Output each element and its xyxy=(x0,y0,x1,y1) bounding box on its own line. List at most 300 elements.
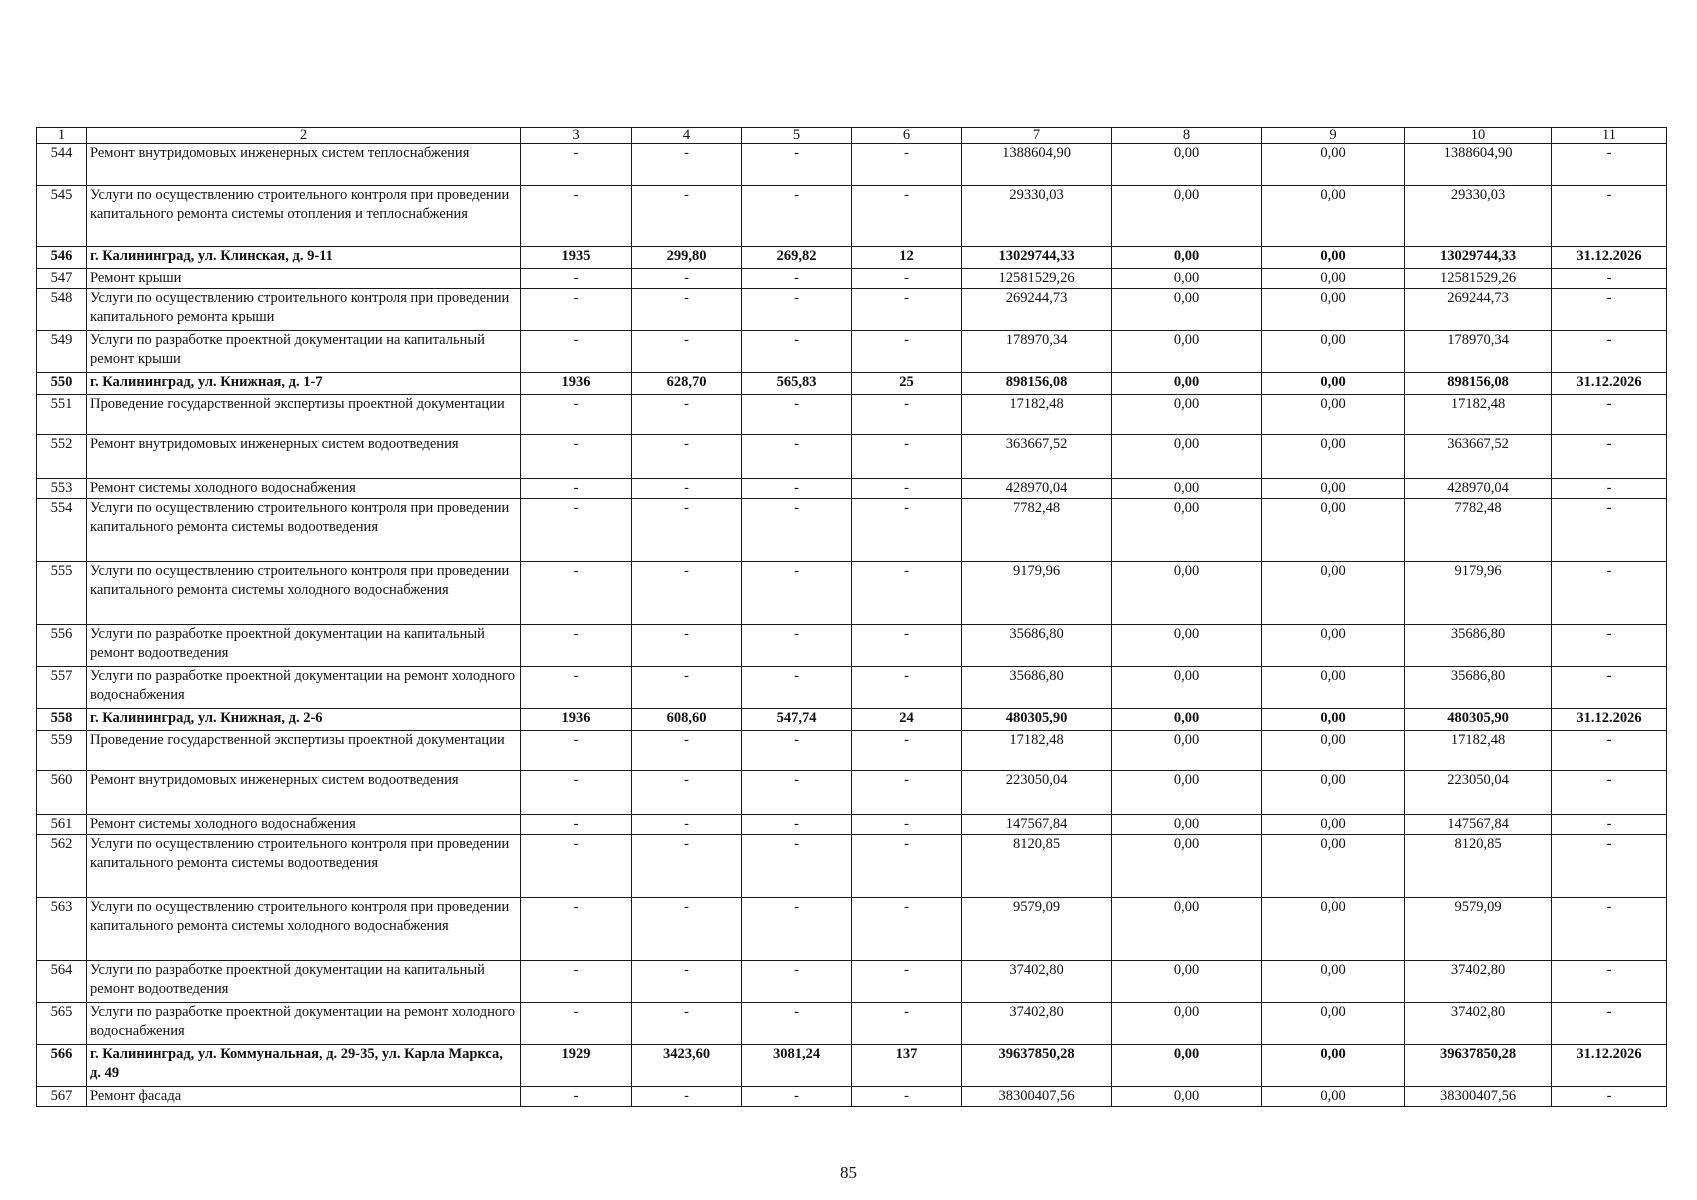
total-area: - xyxy=(632,331,742,373)
living-area: - xyxy=(742,331,852,373)
living-area: - xyxy=(742,499,852,562)
cost-col-10: 8120,85 xyxy=(1405,835,1552,898)
cost-col-9: 0,00 xyxy=(1262,625,1405,667)
total-cost: 898156,08 xyxy=(962,373,1112,395)
table-row xyxy=(37,961,1667,1003)
column-number-2: 2 xyxy=(87,128,521,144)
item-name: Услуги по разработке проектной документации на капитальный ремонт водоотведения xyxy=(87,625,521,667)
total-area: - xyxy=(632,186,742,247)
total-area: 628,70 xyxy=(632,373,742,395)
completion-date: - xyxy=(1552,289,1667,331)
table-row xyxy=(37,144,1667,186)
item-name: Услуги по осуществлению строительного контроля при проведении капитального ремонта системы холодного водоснабжения xyxy=(87,898,521,961)
table-row xyxy=(37,731,1667,771)
cost-col-8: 0,00 xyxy=(1112,289,1262,331)
total-area: - xyxy=(632,731,742,771)
item-name: Проведение государственной экспертизы проектной документации xyxy=(87,731,521,771)
page-number: 85 xyxy=(840,1163,857,1182)
table-row xyxy=(37,269,1667,289)
cost-col-10: 9579,09 xyxy=(1405,898,1552,961)
completion-date: - xyxy=(1552,562,1667,625)
living-area: - xyxy=(742,771,852,815)
cost-col-8: 0,00 xyxy=(1112,1087,1262,1107)
column-number-8: 8 xyxy=(1112,128,1262,144)
cost-col-8: 0,00 xyxy=(1112,562,1262,625)
column-number-4: 4 xyxy=(632,128,742,144)
cost-col-8: 0,00 xyxy=(1112,499,1262,562)
table-row xyxy=(37,395,1667,435)
cost-col-8: 0,00 xyxy=(1112,771,1262,815)
cost-col-9: 0,00 xyxy=(1262,562,1405,625)
build-year: - xyxy=(521,1003,632,1045)
table-row xyxy=(37,373,1667,395)
item-name: Услуги по осуществлению строительного контроля при проведении капитального ремонта системы водоотведения xyxy=(87,835,521,898)
row-number: 551 xyxy=(37,395,87,435)
living-area: 547,74 xyxy=(742,709,852,731)
table-row xyxy=(37,499,1667,562)
total-area: 608,60 xyxy=(632,709,742,731)
item-name: г. Калининград, ул. Коммунальная, д. 29-35, ул. Карла Маркса, д. 49 xyxy=(87,1045,521,1087)
item-name: Услуги по разработке проектной документации на капитальный ремонт водоотведения xyxy=(87,961,521,1003)
total-area: - xyxy=(632,1003,742,1045)
row-number: 550 xyxy=(37,373,87,395)
total-area: - xyxy=(632,144,742,186)
cost-col-9: 0,00 xyxy=(1262,435,1405,479)
total-cost: 428970,04 xyxy=(962,479,1112,499)
cost-col-10: 38300407,56 xyxy=(1405,1087,1552,1107)
total-area: - xyxy=(632,1087,742,1107)
total-cost: 38300407,56 xyxy=(962,1087,1112,1107)
cost-col-8: 0,00 xyxy=(1112,144,1262,186)
cost-col-8: 0,00 xyxy=(1112,898,1262,961)
build-year: - xyxy=(521,331,632,373)
build-year: - xyxy=(521,186,632,247)
cost-col-10: 17182,48 xyxy=(1405,731,1552,771)
cost-col-9: 0,00 xyxy=(1262,289,1405,331)
item-name: Ремонт внутридомовых инженерных систем водоотведения xyxy=(87,771,521,815)
residents: - xyxy=(852,435,962,479)
residents: 25 xyxy=(852,373,962,395)
total-cost: 178970,34 xyxy=(962,331,1112,373)
row-number: 544 xyxy=(37,144,87,186)
total-cost: 39637850,28 xyxy=(962,1045,1112,1087)
cost-col-8: 0,00 xyxy=(1112,247,1262,269)
table-row xyxy=(37,562,1667,625)
completion-date: - xyxy=(1552,667,1667,709)
cost-col-10: 37402,80 xyxy=(1405,1003,1552,1045)
item-name: г. Калининград, ул. Книжная, д. 1-7 xyxy=(87,373,521,395)
cost-col-8: 0,00 xyxy=(1112,709,1262,731)
capital-repair-table xyxy=(36,127,1667,1107)
total-area: - xyxy=(632,435,742,479)
row-number: 545 xyxy=(37,186,87,247)
living-area: - xyxy=(742,289,852,331)
build-year: - xyxy=(521,771,632,815)
cost-col-10: 17182,48 xyxy=(1405,395,1552,435)
residents: - xyxy=(852,835,962,898)
cost-col-10: 178970,34 xyxy=(1405,331,1552,373)
completion-date: - xyxy=(1552,186,1667,247)
total-cost: 9179,96 xyxy=(962,562,1112,625)
table-body xyxy=(37,144,1667,1107)
living-area: - xyxy=(742,395,852,435)
cost-col-8: 0,00 xyxy=(1112,815,1262,835)
total-cost: 480305,90 xyxy=(962,709,1112,731)
item-name: Ремонт системы холодного водоснабжения xyxy=(87,479,521,499)
row-number: 563 xyxy=(37,898,87,961)
cost-col-10: 363667,52 xyxy=(1405,435,1552,479)
residents: - xyxy=(852,331,962,373)
residents: - xyxy=(852,731,962,771)
total-area: - xyxy=(632,961,742,1003)
cost-col-9: 0,00 xyxy=(1262,709,1405,731)
cost-col-10: 1388604,90 xyxy=(1405,144,1552,186)
completion-date: 31.12.2026 xyxy=(1552,247,1667,269)
item-name: Проведение государственной экспертизы проектной документации xyxy=(87,395,521,435)
residents: 24 xyxy=(852,709,962,731)
cost-col-10: 9179,96 xyxy=(1405,562,1552,625)
residents: - xyxy=(852,961,962,1003)
column-number-7: 7 xyxy=(962,128,1112,144)
cost-col-8: 0,00 xyxy=(1112,731,1262,771)
completion-date: - xyxy=(1552,898,1667,961)
living-area: - xyxy=(742,562,852,625)
cost-col-8: 0,00 xyxy=(1112,435,1262,479)
residents: - xyxy=(852,499,962,562)
total-cost: 9579,09 xyxy=(962,898,1112,961)
total-cost: 37402,80 xyxy=(962,1003,1112,1045)
completion-date: - xyxy=(1552,771,1667,815)
build-year: - xyxy=(521,499,632,562)
cost-col-9: 0,00 xyxy=(1262,1087,1405,1107)
column-number-3: 3 xyxy=(521,128,632,144)
build-year: - xyxy=(521,961,632,1003)
item-name: Ремонт крыши xyxy=(87,269,521,289)
cost-col-8: 0,00 xyxy=(1112,373,1262,395)
total-cost: 7782,48 xyxy=(962,499,1112,562)
row-number: 546 xyxy=(37,247,87,269)
cost-col-10: 13029744,33 xyxy=(1405,247,1552,269)
cost-col-9: 0,00 xyxy=(1262,1003,1405,1045)
item-name: Услуги по осуществлению строительного контроля при проведении капитального ремонта системы отопления и теплоснабжения xyxy=(87,186,521,247)
item-name: г. Калининград, ул. Клинская, д. 9-11 xyxy=(87,247,521,269)
living-area: - xyxy=(742,898,852,961)
total-area: - xyxy=(632,479,742,499)
cost-col-10: 898156,08 xyxy=(1405,373,1552,395)
total-cost: 363667,52 xyxy=(962,435,1112,479)
residents: - xyxy=(852,771,962,815)
completion-date: - xyxy=(1552,625,1667,667)
table-row xyxy=(37,1003,1667,1045)
row-number: 553 xyxy=(37,479,87,499)
living-area: 565,83 xyxy=(742,373,852,395)
item-name: г. Калининград, ул. Книжная, д. 2-6 xyxy=(87,709,521,731)
build-year: - xyxy=(521,898,632,961)
completion-date: 31.12.2026 xyxy=(1552,373,1667,395)
item-name: Ремонт системы холодного водоснабжения xyxy=(87,815,521,835)
residents: - xyxy=(852,395,962,435)
cost-col-9: 0,00 xyxy=(1262,835,1405,898)
item-name: Ремонт внутридомовых инженерных систем теплоснабжения xyxy=(87,144,521,186)
table-row xyxy=(37,479,1667,499)
row-number: 547 xyxy=(37,269,87,289)
residents: - xyxy=(852,289,962,331)
total-cost: 269244,73 xyxy=(962,289,1112,331)
row-number: 564 xyxy=(37,961,87,1003)
table-row xyxy=(37,898,1667,961)
completion-date: - xyxy=(1552,479,1667,499)
total-area: - xyxy=(632,771,742,815)
build-year: - xyxy=(521,435,632,479)
cost-col-8: 0,00 xyxy=(1112,1045,1262,1087)
living-area: - xyxy=(742,269,852,289)
row-number: 552 xyxy=(37,435,87,479)
total-cost: 17182,48 xyxy=(962,395,1112,435)
cost-col-9: 0,00 xyxy=(1262,373,1405,395)
total-cost: 1388604,90 xyxy=(962,144,1112,186)
total-cost: 147567,84 xyxy=(962,815,1112,835)
cost-col-10: 147567,84 xyxy=(1405,815,1552,835)
row-number: 548 xyxy=(37,289,87,331)
cost-col-8: 0,00 xyxy=(1112,835,1262,898)
completion-date: - xyxy=(1552,144,1667,186)
residents: - xyxy=(852,1087,962,1107)
build-year: 1935 xyxy=(521,247,632,269)
table-row xyxy=(37,247,1667,269)
cost-col-10: 37402,80 xyxy=(1405,961,1552,1003)
build-year: - xyxy=(521,731,632,771)
completion-date: - xyxy=(1552,435,1667,479)
column-number-11: 11 xyxy=(1552,128,1667,144)
total-area: 3423,60 xyxy=(632,1045,742,1087)
total-area: - xyxy=(632,562,742,625)
cost-col-8: 0,00 xyxy=(1112,269,1262,289)
living-area: - xyxy=(742,479,852,499)
cost-col-9: 0,00 xyxy=(1262,771,1405,815)
row-number: 565 xyxy=(37,1003,87,1045)
living-area: 3081,24 xyxy=(742,1045,852,1087)
completion-date: - xyxy=(1552,731,1667,771)
total-area: - xyxy=(632,898,742,961)
row-number: 566 xyxy=(37,1045,87,1087)
residents: - xyxy=(852,479,962,499)
item-name: Услуги по осуществлению строительного контроля при проведении капитального ремонта системы холодного водоснабжения xyxy=(87,562,521,625)
cost-col-9: 0,00 xyxy=(1262,499,1405,562)
cost-col-10: 480305,90 xyxy=(1405,709,1552,731)
cost-col-8: 0,00 xyxy=(1112,395,1262,435)
table-row xyxy=(37,709,1667,731)
item-name: Ремонт внутридомовых инженерных систем водоотведения xyxy=(87,435,521,479)
column-number-row xyxy=(37,128,1667,144)
living-area: - xyxy=(742,625,852,667)
cost-col-9: 0,00 xyxy=(1262,186,1405,247)
residents: - xyxy=(852,667,962,709)
residents: - xyxy=(852,562,962,625)
completion-date: - xyxy=(1552,331,1667,373)
completion-date: - xyxy=(1552,395,1667,435)
total-area: - xyxy=(632,499,742,562)
item-name: Ремонт фасада xyxy=(87,1087,521,1107)
total-cost: 8120,85 xyxy=(962,835,1112,898)
cost-col-8: 0,00 xyxy=(1112,331,1262,373)
cost-col-9: 0,00 xyxy=(1262,667,1405,709)
total-area: - xyxy=(632,835,742,898)
residents: - xyxy=(852,1003,962,1045)
row-number: 560 xyxy=(37,771,87,815)
cost-col-10: 39637850,28 xyxy=(1405,1045,1552,1087)
row-number: 558 xyxy=(37,709,87,731)
item-name: Услуги по разработке проектной документации на капитальный ремонт крыши xyxy=(87,331,521,373)
total-area: - xyxy=(632,667,742,709)
item-name: Услуги по осуществлению строительного контроля при проведении капитального ремонта крыши xyxy=(87,289,521,331)
table-row xyxy=(37,331,1667,373)
cost-col-9: 0,00 xyxy=(1262,815,1405,835)
cost-col-8: 0,00 xyxy=(1112,479,1262,499)
living-area: - xyxy=(742,1087,852,1107)
residents: 12 xyxy=(852,247,962,269)
cost-col-9: 0,00 xyxy=(1262,731,1405,771)
cost-col-10: 223050,04 xyxy=(1405,771,1552,815)
cost-col-10: 7782,48 xyxy=(1405,499,1552,562)
build-year: 1936 xyxy=(521,373,632,395)
row-number: 556 xyxy=(37,625,87,667)
cost-col-10: 428970,04 xyxy=(1405,479,1552,499)
completion-date: - xyxy=(1552,1003,1667,1045)
row-number: 554 xyxy=(37,499,87,562)
total-area: - xyxy=(632,269,742,289)
row-number: 562 xyxy=(37,835,87,898)
living-area: - xyxy=(742,835,852,898)
living-area: 269,82 xyxy=(742,247,852,269)
living-area: - xyxy=(742,961,852,1003)
cost-col-10: 35686,80 xyxy=(1405,625,1552,667)
living-area: - xyxy=(742,815,852,835)
cost-col-10: 35686,80 xyxy=(1405,667,1552,709)
row-number: 567 xyxy=(37,1087,87,1107)
cost-col-10: 269244,73 xyxy=(1405,289,1552,331)
total-cost: 35686,80 xyxy=(962,625,1112,667)
residents: 137 xyxy=(852,1045,962,1087)
build-year: - xyxy=(521,269,632,289)
table-row xyxy=(37,835,1667,898)
build-year: - xyxy=(521,835,632,898)
total-area: 299,80 xyxy=(632,247,742,269)
total-cost: 35686,80 xyxy=(962,667,1112,709)
table-row xyxy=(37,771,1667,815)
completion-date: - xyxy=(1552,961,1667,1003)
living-area: - xyxy=(742,186,852,247)
build-year: - xyxy=(521,667,632,709)
build-year: - xyxy=(521,479,632,499)
cost-col-9: 0,00 xyxy=(1262,144,1405,186)
residents: - xyxy=(852,625,962,667)
column-number-6: 6 xyxy=(852,128,962,144)
total-area: - xyxy=(632,395,742,435)
total-area: - xyxy=(632,815,742,835)
cost-col-9: 0,00 xyxy=(1262,898,1405,961)
total-area: - xyxy=(632,625,742,667)
cost-col-9: 0,00 xyxy=(1262,395,1405,435)
column-number-1: 1 xyxy=(37,128,87,144)
build-year: - xyxy=(521,815,632,835)
build-year: - xyxy=(521,625,632,667)
living-area: - xyxy=(742,667,852,709)
table-row xyxy=(37,289,1667,331)
table-row xyxy=(37,625,1667,667)
column-number-5: 5 xyxy=(742,128,852,144)
cost-col-8: 0,00 xyxy=(1112,667,1262,709)
table-row xyxy=(37,1045,1667,1087)
completion-date: - xyxy=(1552,1087,1667,1107)
table-row xyxy=(37,815,1667,835)
column-number-10: 10 xyxy=(1405,128,1552,144)
completion-date: 31.12.2026 xyxy=(1552,709,1667,731)
living-area: - xyxy=(742,731,852,771)
completion-date: - xyxy=(1552,815,1667,835)
cost-col-8: 0,00 xyxy=(1112,625,1262,667)
build-year: - xyxy=(521,144,632,186)
living-area: - xyxy=(742,435,852,479)
cost-col-8: 0,00 xyxy=(1112,186,1262,247)
table-row xyxy=(37,1087,1667,1107)
total-cost: 12581529,26 xyxy=(962,269,1112,289)
build-year: - xyxy=(521,1087,632,1107)
row-number: 561 xyxy=(37,815,87,835)
build-year: 1936 xyxy=(521,709,632,731)
total-cost: 17182,48 xyxy=(962,731,1112,771)
cost-col-9: 0,00 xyxy=(1262,961,1405,1003)
residents: - xyxy=(852,186,962,247)
table-row xyxy=(37,667,1667,709)
item-name: Услуги по осуществлению строительного контроля при проведении капитального ремонта системы водоотведения xyxy=(87,499,521,562)
row-number: 555 xyxy=(37,562,87,625)
row-number: 549 xyxy=(37,331,87,373)
total-area: - xyxy=(632,289,742,331)
completion-date: 31.12.2026 xyxy=(1552,1045,1667,1087)
living-area: - xyxy=(742,144,852,186)
item-name: Услуги по разработке проектной документации на ремонт холодного водоснабжения xyxy=(87,1003,521,1045)
cost-col-9: 0,00 xyxy=(1262,247,1405,269)
completion-date: - xyxy=(1552,499,1667,562)
item-name: Услуги по разработке проектной документации на ремонт холодного водоснабжения xyxy=(87,667,521,709)
cost-col-8: 0,00 xyxy=(1112,1003,1262,1045)
cost-col-10: 12581529,26 xyxy=(1405,269,1552,289)
build-year: - xyxy=(521,289,632,331)
residents: - xyxy=(852,144,962,186)
table-row xyxy=(37,186,1667,247)
completion-date: - xyxy=(1552,835,1667,898)
residents: - xyxy=(852,815,962,835)
row-number: 557 xyxy=(37,667,87,709)
cost-col-8: 0,00 xyxy=(1112,961,1262,1003)
total-cost: 37402,80 xyxy=(962,961,1112,1003)
cost-col-9: 0,00 xyxy=(1262,269,1405,289)
cost-col-10: 29330,03 xyxy=(1405,186,1552,247)
total-cost: 13029744,33 xyxy=(962,247,1112,269)
table-row xyxy=(37,435,1667,479)
build-year: - xyxy=(521,562,632,625)
build-year: 1929 xyxy=(521,1045,632,1087)
total-cost: 223050,04 xyxy=(962,771,1112,815)
build-year: - xyxy=(521,395,632,435)
total-cost: 29330,03 xyxy=(962,186,1112,247)
cost-col-9: 0,00 xyxy=(1262,331,1405,373)
completion-date: - xyxy=(1552,269,1667,289)
column-number-9: 9 xyxy=(1262,128,1405,144)
row-number: 559 xyxy=(37,731,87,771)
residents: - xyxy=(852,269,962,289)
residents: - xyxy=(852,898,962,961)
